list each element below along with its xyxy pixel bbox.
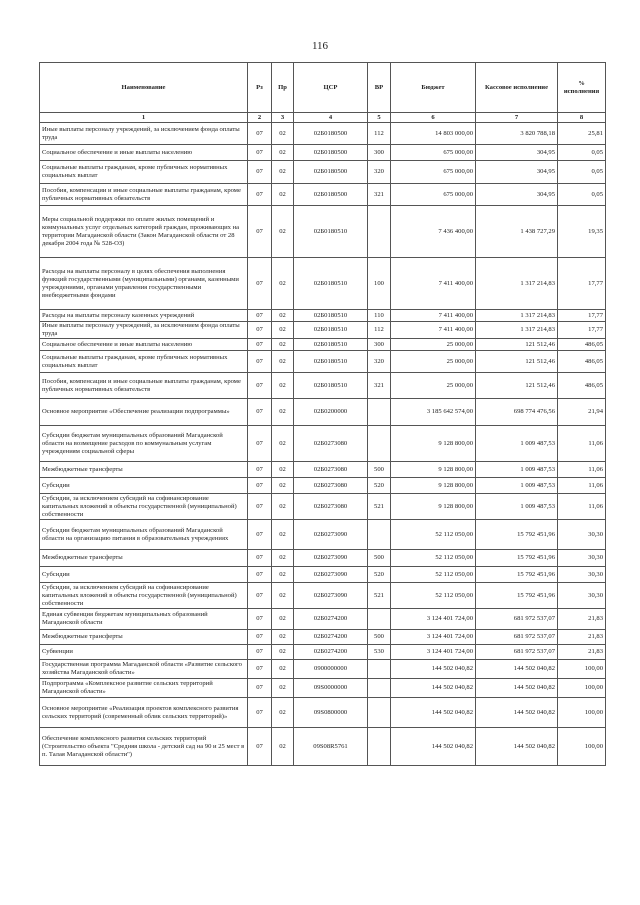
row-pr: 02 [272,426,294,462]
row-name: Социальные выплаты гражданам, кроме публичных нормативных социальных выплат [40,351,248,373]
row-csr: 09S0000000 [294,679,368,698]
row-pct: 21,83 [558,630,606,645]
row-budget: 3 124 401 724,00 [391,645,476,660]
row-pct: 11,06 [558,478,606,494]
row-rz: 07 [248,567,272,583]
row-rz: 07 [248,660,272,679]
row-cash: 1 009 487,53 [476,426,558,462]
row-budget: 144 502 040,82 [391,698,476,728]
row-name: Субсидии [40,478,248,494]
row-rz: 07 [248,630,272,645]
row-cash: 681 972 537,07 [476,630,558,645]
row-vr: 521 [368,494,391,520]
row-csr: 02Б0273090 [294,550,368,567]
row-vr: 520 [368,478,391,494]
row-budget: 25 000,00 [391,351,476,373]
row-csr: 02Б0273090 [294,567,368,583]
row-name: Межбюджетные трансферты [40,462,248,478]
row-pct: 11,06 [558,426,606,462]
row-pr: 02 [272,399,294,426]
row-rz: 07 [248,161,272,184]
table-row [40,630,606,645]
column-number: 7 [476,113,558,123]
table-row [40,206,606,258]
row-pct: 17,77 [558,322,606,339]
row-csr: 02Б0180510 [294,322,368,339]
row-vr: 112 [368,322,391,339]
row-budget: 675 000,00 [391,184,476,206]
row-rz: 07 [248,258,272,310]
row-cash: 15 792 451,96 [476,567,558,583]
table-row [40,310,606,322]
row-budget: 675 000,00 [391,161,476,184]
row-vr [368,206,391,258]
row-rz: 07 [248,462,272,478]
row-pct: 17,77 [558,310,606,322]
row-pct: 30,30 [558,550,606,567]
row-budget: 9 128 800,00 [391,462,476,478]
row-name: Субсидии бюджетам муниципальных образований Магаданской области на возмещение расходов по коммунальным услугам учреждениям социальной сферы [40,426,248,462]
row-cash: 1 009 487,53 [476,462,558,478]
row-rz: 07 [248,609,272,630]
row-budget: 3 185 642 574,00 [391,399,476,426]
row-budget: 52 112 050,00 [391,583,476,609]
row-vr: 320 [368,161,391,184]
row-name: Обеспечение комплексного развития сельских территорий (Строительство объекта "Средняя школа - детский сад на 90 и 25 мест в п. Талая Магаданской области") [40,728,248,766]
row-rz: 07 [248,679,272,698]
row-csr: 02Б0180500 [294,184,368,206]
row-pct: 0,05 [558,161,606,184]
table-row [40,520,606,550]
row-pr: 02 [272,373,294,399]
row-cash: 1 317 214,83 [476,310,558,322]
row-pr: 02 [272,567,294,583]
table-row [40,494,606,520]
row-csr: 0900000000 [294,660,368,679]
table-row [40,258,606,310]
row-csr: 02Б0273080 [294,494,368,520]
table-row [40,645,606,660]
row-cash: 3 820 788,18 [476,123,558,145]
header-cash: Кассовое исполнение [476,63,558,113]
table-row [40,426,606,462]
row-rz: 07 [248,145,272,161]
row-pct: 11,06 [558,462,606,478]
row-cash: 304,95 [476,145,558,161]
row-rz: 07 [248,399,272,426]
row-budget: 144 502 040,82 [391,660,476,679]
row-pr: 02 [272,184,294,206]
row-vr [368,698,391,728]
row-cash: 698 774 476,56 [476,399,558,426]
row-cash: 304,95 [476,161,558,184]
row-cash: 304,95 [476,184,558,206]
row-name: Меры социальной поддержки по оплате жилых помещений и коммунальных услуг отдельных категорий граждан, проживающих на территории Магаданской области (Закон Магаданской области от 28 декабря 2004 года № 528-ОЗ) [40,206,248,258]
header-budget: Бюджет [391,63,476,113]
row-rz: 07 [248,184,272,206]
row-rz: 07 [248,322,272,339]
header-pct: % исполнения [558,63,606,113]
row-vr: 520 [368,567,391,583]
row-csr: 09S0800000 [294,698,368,728]
row-pct: 486,05 [558,351,606,373]
row-pct: 30,30 [558,567,606,583]
row-csr: 02Б0180510 [294,310,368,322]
table-row [40,322,606,339]
row-vr [368,399,391,426]
row-budget: 25 000,00 [391,373,476,399]
table-row [40,660,606,679]
row-name: Расходы на выплаты персоналу в целях обеспечения выполнения функций государственными (муниципальными) органами, казенными учреждениями, органами управления государственными внебюджетными фондами [40,258,248,310]
row-budget: 675 000,00 [391,145,476,161]
table-row [40,462,606,478]
row-vr: 521 [368,583,391,609]
row-pr: 02 [272,630,294,645]
row-pr: 02 [272,310,294,322]
header-vr: ВР [368,63,391,113]
row-name: Государственная программа Магаданской области «Развитие сельского хозяйства Магаданской области» [40,660,248,679]
row-csr: 02Б0180510 [294,206,368,258]
table-body [40,123,606,766]
row-name: Субсидии, за исключением субсидий на софинансирование капитальных вложений в объекты государственной (муниципальной) собственности [40,494,248,520]
row-rz: 07 [248,339,272,351]
header-name: Наименование [40,63,248,113]
row-pct: 17,77 [558,258,606,310]
row-name: Основное мероприятие «Обеспечение реализации подпрограммы» [40,399,248,426]
row-pr: 02 [272,339,294,351]
header-pr: Пр [272,63,294,113]
table-row [40,728,606,766]
row-pct: 21,83 [558,609,606,630]
table-row [40,161,606,184]
row-vr: 530 [368,645,391,660]
row-pct: 0,05 [558,145,606,161]
row-vr [368,728,391,766]
row-cash: 144 502 040,82 [476,728,558,766]
row-pr: 02 [272,478,294,494]
table-row [40,339,606,351]
row-name: Социальное обеспечение и иные выплаты населению [40,339,248,351]
row-vr: 320 [368,351,391,373]
row-vr: 300 [368,339,391,351]
row-vr: 500 [368,630,391,645]
row-vr: 300 [368,145,391,161]
row-name: Единая субвенция бюджетам муниципальных образований Магаданской области [40,609,248,630]
table-row [40,123,606,145]
row-csr: 02Б0180510 [294,258,368,310]
budget-table [39,62,606,766]
row-pr: 02 [272,698,294,728]
table-row [40,184,606,206]
row-pct: 19,35 [558,206,606,258]
row-csr: 09S08R5761 [294,728,368,766]
row-vr: 500 [368,462,391,478]
row-budget: 9 128 800,00 [391,494,476,520]
row-rz: 07 [248,310,272,322]
column-number: 6 [391,113,476,123]
row-pr: 02 [272,645,294,660]
table-row [40,399,606,426]
row-cash: 15 792 451,96 [476,583,558,609]
row-budget: 14 803 000,00 [391,123,476,145]
row-pct: 11,06 [558,494,606,520]
row-csr: 02Б0273080 [294,462,368,478]
row-cash: 144 502 040,82 [476,698,558,728]
row-pct: 0,05 [558,184,606,206]
row-cash: 1 009 487,53 [476,478,558,494]
row-vr [368,609,391,630]
row-pr: 02 [272,520,294,550]
row-vr: 321 [368,373,391,399]
row-name: Субсидии бюджетам муниципальных образований Магаданской области на организацию питания в образовательных учреждениях [40,520,248,550]
row-cash: 121 512,46 [476,373,558,399]
row-rz: 07 [248,426,272,462]
row-cash: 681 972 537,07 [476,609,558,630]
row-rz: 07 [248,645,272,660]
table-row [40,698,606,728]
row-budget: 52 112 050,00 [391,520,476,550]
row-budget: 144 502 040,82 [391,679,476,698]
column-number-row [40,113,606,123]
row-budget: 7 411 400,00 [391,322,476,339]
column-number: 4 [294,113,368,123]
row-pr: 02 [272,351,294,373]
header-row [40,63,606,113]
row-vr [368,426,391,462]
page-number: 116 [311,40,329,52]
row-cash: 1 317 214,83 [476,258,558,310]
row-budget: 9 128 800,00 [391,478,476,494]
row-rz: 07 [248,373,272,399]
row-csr: 02Б0273080 [294,426,368,462]
row-vr: 321 [368,184,391,206]
row-vr: 110 [368,310,391,322]
row-pct: 21,94 [558,399,606,426]
row-pct: 486,05 [558,373,606,399]
row-pct: 100,00 [558,679,606,698]
row-budget: 7 436 400,00 [391,206,476,258]
row-pct: 100,00 [558,660,606,679]
column-number: 1 [40,113,248,123]
row-csr: 02Б0273090 [294,520,368,550]
row-rz: 07 [248,728,272,766]
row-csr: 02Б0274200 [294,609,368,630]
row-budget: 25 000,00 [391,339,476,351]
row-csr: 02Б0273080 [294,478,368,494]
row-name: Межбюджетные трансферты [40,550,248,567]
row-rz: 07 [248,520,272,550]
row-pr: 02 [272,609,294,630]
row-rz: 07 [248,351,272,373]
row-rz: 07 [248,123,272,145]
row-name: Субсидии [40,567,248,583]
row-pr: 02 [272,679,294,698]
row-budget: 7 411 400,00 [391,258,476,310]
row-csr: 02Б0180500 [294,161,368,184]
table-row [40,373,606,399]
row-budget: 3 124 401 724,00 [391,609,476,630]
column-number: 8 [558,113,606,123]
row-vr [368,679,391,698]
row-rz: 07 [248,478,272,494]
row-name: Пособия, компенсации и иные социальные выплаты гражданам, кроме публичных нормативных обязательств [40,373,248,399]
row-pct: 21,83 [558,645,606,660]
row-rz: 07 [248,698,272,728]
row-name: Субвенции [40,645,248,660]
row-cash: 15 792 451,96 [476,520,558,550]
row-vr: 500 [368,550,391,567]
row-rz: 07 [248,206,272,258]
row-vr [368,660,391,679]
row-csr: 02Б0180500 [294,145,368,161]
row-csr: 02Б0180510 [294,351,368,373]
row-cash: 1 438 727,29 [476,206,558,258]
row-pr: 02 [272,258,294,310]
row-budget: 52 112 050,00 [391,567,476,583]
row-pr: 02 [272,123,294,145]
table-row [40,478,606,494]
row-name: Социальное обеспечение и иные выплаты населению [40,145,248,161]
column-number: 3 [272,113,294,123]
row-pct: 30,30 [558,583,606,609]
row-pr: 02 [272,728,294,766]
row-pr: 02 [272,583,294,609]
row-vr: 112 [368,123,391,145]
row-pct: 100,00 [558,698,606,728]
row-csr: 02Б0180510 [294,373,368,399]
row-csr: 02Б0200000 [294,399,368,426]
header-csr: ЦСР [294,63,368,113]
row-csr: 02Б0274200 [294,630,368,645]
row-rz: 07 [248,494,272,520]
row-name: Субсидии, за исключением субсидий на софинансирование капитальных вложений в объекты государственной (муниципальной) собственности [40,583,248,609]
row-csr: 02Б0180510 [294,339,368,351]
table-row [40,609,606,630]
table-row [40,567,606,583]
row-vr: 100 [368,258,391,310]
row-cash: 121 512,46 [476,351,558,373]
row-rz: 07 [248,550,272,567]
table-row [40,351,606,373]
column-number: 2 [248,113,272,123]
row-pr: 02 [272,322,294,339]
row-vr [368,520,391,550]
row-pr: 02 [272,161,294,184]
table-row [40,679,606,698]
table-row [40,583,606,609]
row-csr: 02Б0180500 [294,123,368,145]
row-budget: 7 411 400,00 [391,310,476,322]
row-name: Социальные выплаты гражданам, кроме публичных нормативных социальных выплат [40,161,248,184]
row-budget: 3 124 401 724,00 [391,630,476,645]
row-budget: 144 502 040,82 [391,728,476,766]
row-pr: 02 [272,206,294,258]
row-pct: 30,30 [558,520,606,550]
row-name: Пособия, компенсации и иные социальные выплаты гражданам, кроме публичных нормативных обязательств [40,184,248,206]
row-pct: 486,05 [558,339,606,351]
row-csr: 02Б0274200 [294,645,368,660]
row-pr: 02 [272,550,294,567]
table-row [40,145,606,161]
row-name: Подпрограмма «Комплексное развитие сельских территорий Магаданской области» [40,679,248,698]
row-cash: 681 972 537,07 [476,645,558,660]
header-rz: Рз [248,63,272,113]
row-cash: 121 512,46 [476,339,558,351]
row-budget: 9 128 800,00 [391,426,476,462]
row-name: Межбюджетные трансферты [40,630,248,645]
row-cash: 15 792 451,96 [476,550,558,567]
row-name: Иные выплаты персоналу учреждений, за исключением фонда оплаты труда [40,123,248,145]
row-pct: 100,00 [558,728,606,766]
row-pr: 02 [272,462,294,478]
row-name: Основное мероприятие «Реализация проектов комплексного развития сельских территорий (современный облик сельских территорий)» [40,698,248,728]
column-number: 5 [368,113,391,123]
table-row [40,550,606,567]
row-cash: 1 009 487,53 [476,494,558,520]
row-pr: 02 [272,145,294,161]
row-name: Расходы на выплаты персоналу казенных учреждений [40,310,248,322]
row-budget: 52 112 050,00 [391,550,476,567]
row-pr: 02 [272,494,294,520]
row-cash: 1 317 214,83 [476,322,558,339]
row-cash: 144 502 040,82 [476,660,558,679]
row-pr: 02 [272,660,294,679]
row-pct: 25,81 [558,123,606,145]
row-name: Иные выплаты персоналу учреждений, за исключением фонда оплаты труда [40,322,248,339]
row-csr: 02Б0273090 [294,583,368,609]
row-rz: 07 [248,583,272,609]
row-cash: 144 502 040,82 [476,679,558,698]
